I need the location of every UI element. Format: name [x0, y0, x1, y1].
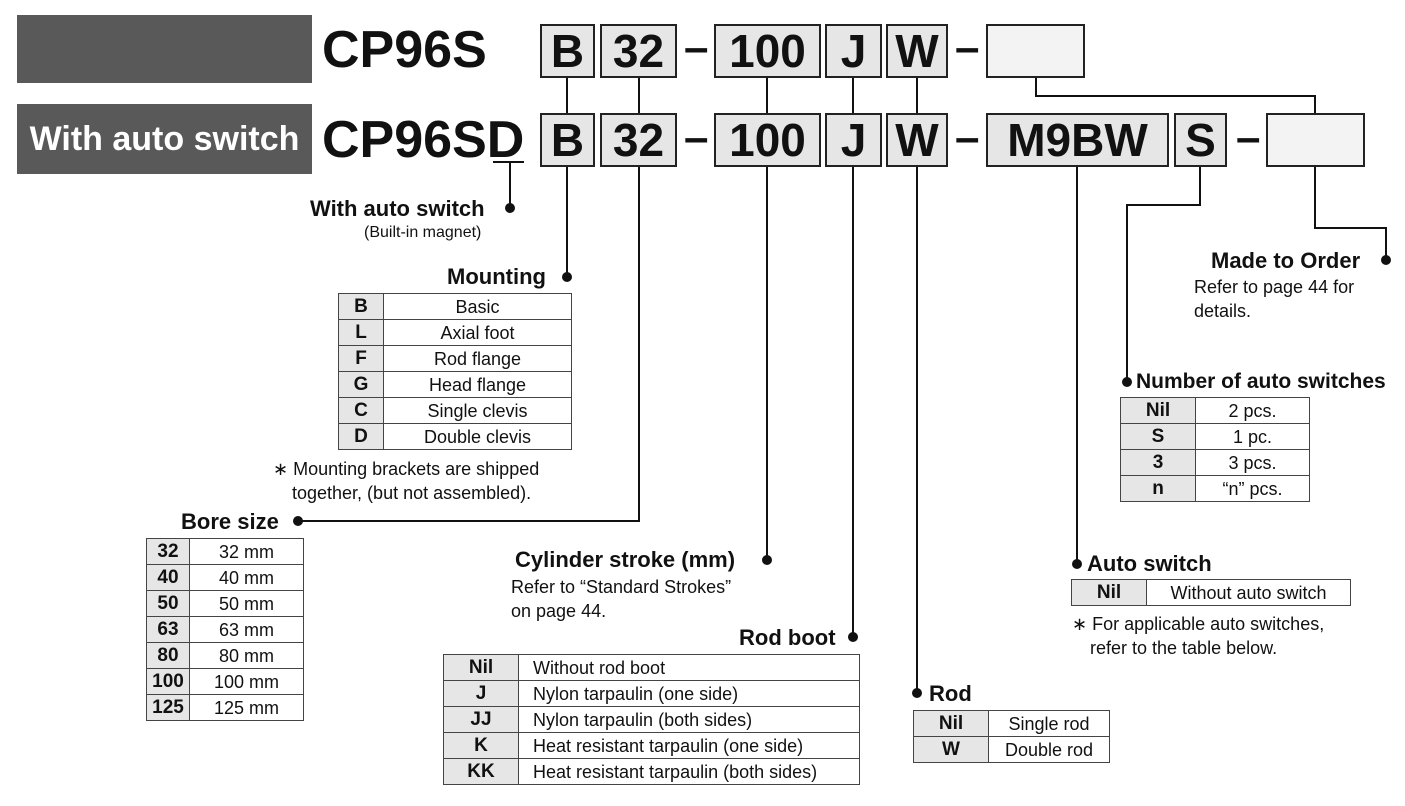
table-row: [914, 711, 1110, 737]
option-description: 80 mm: [190, 643, 304, 669]
rod-table: [913, 710, 1110, 763]
model-with-switch: CP96SD: [322, 111, 525, 169]
option-description: Rod flange: [384, 346, 572, 372]
table-row: [444, 655, 860, 681]
separator-dash: –: [684, 23, 709, 72]
option-code: Nil: [444, 655, 519, 681]
option-description: 125 mm: [190, 695, 304, 721]
made-to-order-note-line2: details.: [1194, 301, 1252, 321]
model-base: CP96S: [322, 21, 487, 79]
auto-switch-note-line2: refer to the table below.: [1090, 638, 1278, 658]
separator-dash: –: [684, 113, 709, 162]
table-row: [147, 669, 304, 695]
option-code: F: [339, 346, 384, 372]
option-code: K: [444, 733, 519, 759]
code-box-made-to-order: [986, 24, 1085, 78]
option-code: n: [1121, 476, 1196, 502]
table-row: [147, 617, 304, 643]
dot-rod-boot: [848, 632, 858, 642]
mounting-note-line2: together, (but not assembled).: [292, 483, 532, 503]
option-description: Basic: [384, 294, 572, 320]
auto-switch-title: Auto switch: [1087, 551, 1212, 576]
banner-with-auto-switch: With auto switch: [17, 104, 312, 174]
dot-stroke: [762, 555, 772, 565]
rod-title: Rod: [929, 681, 972, 706]
option-code: JJ: [444, 707, 519, 733]
table-row: [1121, 476, 1310, 502]
table-row: [339, 320, 572, 346]
mounting-table: [338, 293, 572, 450]
dot-bore: [293, 516, 303, 526]
dot-auto-switch: [1072, 559, 1082, 569]
dot-made-to-order: [1381, 255, 1391, 265]
separator-dash: –: [955, 113, 980, 162]
option-code: 125: [147, 695, 190, 721]
stroke-title: Cylinder stroke (mm): [515, 547, 736, 572]
option-code: Nil: [1072, 580, 1147, 606]
option-description: Single clevis: [384, 398, 572, 424]
code-box-rod: W: [886, 113, 948, 167]
made-to-order-note-line1: Refer to page 44 for: [1194, 277, 1355, 297]
bore-title: Bore size: [181, 509, 279, 534]
table-row: [339, 398, 572, 424]
table-row: [444, 759, 860, 785]
option-description: Nylon tarpaulin (both sides): [519, 707, 860, 733]
switch-count-table: [1120, 397, 1310, 502]
table-row: [444, 733, 860, 759]
code-box-switch-count: S: [1174, 113, 1227, 167]
option-code: L: [339, 320, 384, 346]
bore-table: [146, 538, 304, 721]
made-to-order-title: Made to Order: [1211, 248, 1361, 273]
option-description: “n” pcs.: [1196, 476, 1310, 502]
table-row: [339, 294, 572, 320]
option-code: KK: [444, 759, 519, 785]
option-code: 80: [147, 643, 190, 669]
option-code: 63: [147, 617, 190, 643]
code-box-stroke: 100: [714, 113, 821, 167]
option-code: 100: [147, 669, 190, 695]
code-box-boot: J: [825, 24, 882, 78]
mounting-title: Mounting: [447, 264, 546, 289]
option-description: Nylon tarpaulin (one side): [519, 681, 860, 707]
code-box-rod: W: [886, 24, 948, 78]
table-row: [914, 737, 1110, 763]
code-box-mounting: B: [540, 24, 595, 78]
option-code: C: [339, 398, 384, 424]
switch-count-title: Number of auto switches: [1136, 370, 1386, 393]
table-row: [147, 695, 304, 721]
code-box-made-to-order: [1266, 113, 1365, 167]
table-row: [1121, 398, 1310, 424]
table-row: [147, 591, 304, 617]
option-code: 40: [147, 565, 190, 591]
option-code: W: [914, 737, 989, 763]
dot-mounting: [562, 272, 572, 282]
with-auto-switch-title: With auto switch: [310, 196, 485, 221]
dot-with-auto-switch: [505, 203, 515, 213]
option-description: 1 pc.: [1196, 424, 1310, 450]
code-box-auto-switch: M9BW: [986, 113, 1169, 167]
table-row: [339, 372, 572, 398]
option-description: 63 mm: [190, 617, 304, 643]
table-row: [339, 424, 572, 450]
option-code: J: [444, 681, 519, 707]
dot-rod: [912, 688, 922, 698]
stroke-note-line2: on page 44.: [511, 601, 607, 621]
table-row: [147, 565, 304, 591]
option-code: Nil: [1121, 398, 1196, 424]
table-row: [147, 643, 304, 669]
option-description: Double rod: [989, 737, 1110, 763]
option-code: B: [339, 294, 384, 320]
option-code: 32: [147, 539, 190, 565]
table-row: [1072, 580, 1351, 606]
table-row: [339, 346, 572, 372]
option-code: D: [339, 424, 384, 450]
auto-switch-table: [1071, 579, 1351, 606]
separator-dash: –: [955, 23, 980, 72]
code-box-stroke: 100: [714, 24, 821, 78]
rod-boot-title: Rod boot: [739, 625, 836, 650]
with-auto-switch-note: (Built-in magnet): [364, 224, 482, 241]
stroke-note-line1: Refer to “Standard Strokes”: [511, 577, 732, 597]
option-description: Double clevis: [384, 424, 572, 450]
dot-switch-count: [1122, 377, 1132, 387]
option-description: Axial foot: [384, 320, 572, 346]
option-code: G: [339, 372, 384, 398]
option-description: Heat resistant tarpaulin (both sides): [519, 759, 860, 785]
table-row: [1121, 450, 1310, 476]
table-row: [444, 707, 860, 733]
table-row: [147, 539, 304, 565]
option-description: 50 mm: [190, 591, 304, 617]
option-code: Nil: [914, 711, 989, 737]
option-description: 2 pcs.: [1196, 398, 1310, 424]
option-description: Head flange: [384, 372, 572, 398]
option-description: 40 mm: [190, 565, 304, 591]
code-box-mounting: B: [540, 113, 595, 167]
table-row: [444, 681, 860, 707]
option-code: S: [1121, 424, 1196, 450]
code-box-bore: 32: [600, 24, 677, 78]
code-box-bore: 32: [600, 113, 677, 167]
option-description: Single rod: [989, 711, 1110, 737]
option-description: 3 pcs.: [1196, 450, 1310, 476]
option-code: 3: [1121, 450, 1196, 476]
option-description: Without rod boot: [519, 655, 860, 681]
option-description: Without auto switch: [1147, 580, 1351, 606]
auto-switch-note-line1: ∗ For applicable auto switches,: [1072, 614, 1325, 634]
code-box-boot: J: [825, 113, 882, 167]
mounting-note-line1: ∗ Mounting brackets are shipped: [273, 459, 540, 479]
table-row: [1121, 424, 1310, 450]
banner-standard: [17, 15, 312, 83]
option-description: 32 mm: [190, 539, 304, 565]
option-description: Heat resistant tarpaulin (one side): [519, 733, 860, 759]
separator-dash: –: [1236, 113, 1261, 162]
option-code: 50: [147, 591, 190, 617]
option-description: 100 mm: [190, 669, 304, 695]
rod-boot-table: [443, 654, 860, 785]
